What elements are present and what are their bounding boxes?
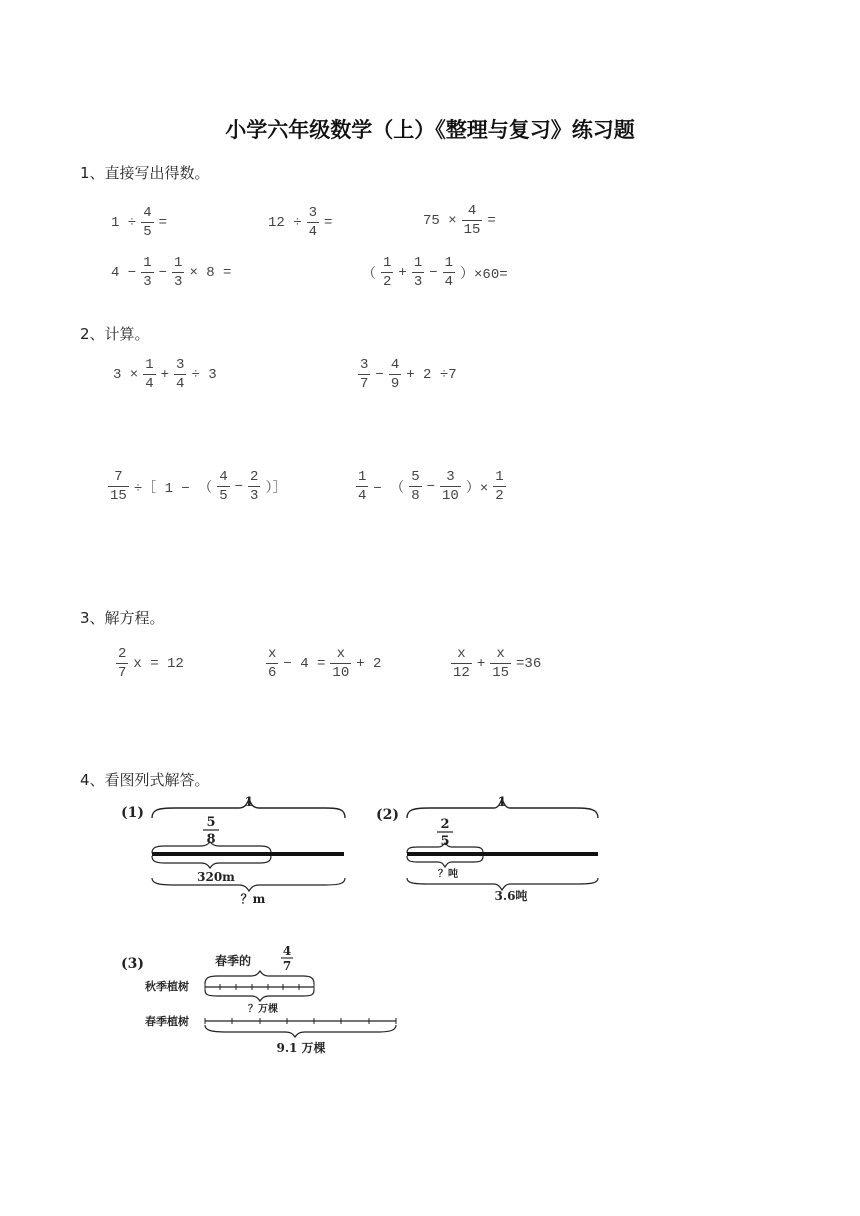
diagram-3-row2-label: 春季植树 xyxy=(145,1015,189,1028)
diagram-1-frac-num: 5 xyxy=(206,815,216,830)
q2-d-fraction-1: $\frac{1}{4}$ xyxy=(358,469,367,504)
q2-d-mid: − （ xyxy=(373,480,405,497)
diagram-1-label: (1) xyxy=(121,805,144,821)
q3-c-op: + xyxy=(476,655,486,672)
q1-e-fraction-1: $\frac{1}{2}$ xyxy=(383,255,392,290)
q1-c xyxy=(423,203,496,238)
q1-d-pre: 4 − xyxy=(111,264,137,281)
q1-a-post: = xyxy=(158,214,168,231)
section-3-heading: 3、解方程。 xyxy=(80,609,165,627)
q1-e-open: （ xyxy=(362,266,376,283)
q3-b-mid: − 4 = xyxy=(283,655,326,672)
q2-a xyxy=(113,357,217,392)
q2-c-op: − xyxy=(234,478,244,495)
diagram-1-total-brace xyxy=(152,878,345,891)
diagram-2-label: (2) xyxy=(376,807,399,823)
q2-d xyxy=(353,469,509,504)
q1-b-pre: 12 ÷ xyxy=(268,214,302,231)
diagram-1-frac-den: 8 xyxy=(206,832,216,847)
q1-c-post: = xyxy=(487,212,496,229)
diagram-3-top-brace xyxy=(205,971,314,984)
q2-d-fraction-2: $\frac{5}{8}$ xyxy=(411,469,420,504)
q2-a-fraction-1: $\frac{1}{4}$ xyxy=(145,357,154,392)
q1-c-fraction: $\frac{4}{15}$ xyxy=(463,203,481,238)
q2-b-op: − xyxy=(375,366,384,383)
q1-d-fraction-1: $\frac{1}{3}$ xyxy=(143,255,152,290)
diagram-3-frac-den: 7 xyxy=(282,959,292,973)
diagram-2-total-label: 3.6吨 xyxy=(494,889,528,903)
q1-e-fraction-2: $\frac{1}{3}$ xyxy=(413,255,423,290)
diagram-2-frac-num: 2 xyxy=(440,817,450,832)
diagram-2-part-label: ？吨 xyxy=(438,869,458,880)
q2-d-op: − xyxy=(426,478,436,495)
q1-b-post: = xyxy=(324,214,333,231)
q1-d-post: × 8 = xyxy=(189,264,232,281)
q2-c-post: ）］ xyxy=(265,480,287,497)
diagram-3-part-label: ？万棵 xyxy=(248,1004,278,1015)
q2-c-fraction-2: $\frac{4}{5}$ xyxy=(219,469,228,504)
diagram-3-part-brace xyxy=(205,990,314,1001)
section-2-heading: 2、计算。 xyxy=(80,325,150,343)
diagram-3-top-text: 春季的 xyxy=(214,954,252,968)
diagram-1-part-brace xyxy=(152,856,271,868)
q3-c-fraction-2: $\frac{x}{15}$ xyxy=(492,646,510,681)
q1-a-fraction: $\frac{4}{5}$ xyxy=(143,205,152,240)
section-4-heading: 4、看图列式解答。 xyxy=(80,771,210,789)
q1-e-op2: − xyxy=(429,264,438,281)
diagram-1-top-label: 1 xyxy=(244,795,254,810)
diagram-1-total-label: ？m xyxy=(240,892,266,905)
q3-c-fraction-1: $\frac{x}{12}$ xyxy=(453,646,470,681)
page-title: 小学六年级数学（上）《整理与复习》练习题 xyxy=(225,117,635,142)
q3-a xyxy=(113,646,184,681)
q1-e-op1: + xyxy=(398,264,407,281)
diagram-3-row1-label: 秋季植树 xyxy=(145,980,189,993)
q2-c xyxy=(105,469,286,504)
q2-b xyxy=(355,357,457,392)
q2-c-fraction-1: $\frac{7}{15}$ xyxy=(110,469,127,504)
q1-d-fraction-2: $\frac{1}{3}$ xyxy=(174,255,183,290)
q1-a-pre: 1 ÷ xyxy=(111,214,137,231)
q2-b-fraction-2: $\frac{4}{9}$ xyxy=(390,357,400,392)
diagram-2-part-brace xyxy=(407,856,483,867)
q3-a-post: x = 12 xyxy=(133,655,184,672)
q2-b-fraction-1: $\frac{3}{7}$ xyxy=(360,357,369,392)
diagram-1 xyxy=(115,790,360,905)
q1-d xyxy=(111,255,231,290)
q3-b-post: + 2 xyxy=(356,655,382,672)
diagram-2-frac-den: 5 xyxy=(440,834,450,849)
q2-b-post: + 2 ÷7 xyxy=(406,366,457,383)
q2-a-pre: 3 × xyxy=(113,366,139,383)
q3-b-fraction-1: $\frac{x}{6}$ xyxy=(268,646,277,681)
diagram-2 xyxy=(370,790,605,905)
diagram-1-part-label: 320m xyxy=(197,870,235,884)
q1-b xyxy=(268,205,332,240)
q2-a-fraction-2: $\frac{3}{4}$ xyxy=(176,357,185,392)
q2-d-post: ）× xyxy=(465,480,489,497)
q2-d-fraction-3: $\frac{3}{10}$ xyxy=(442,469,459,504)
diagram-1-part-brace-top xyxy=(152,842,271,853)
q1-b-fraction: $\frac{3}{4}$ xyxy=(308,205,318,240)
q1-d-op: − xyxy=(158,264,168,281)
diagram-3 xyxy=(115,940,405,1060)
q2-c-fraction-3: $\frac{2}{3}$ xyxy=(250,469,259,504)
q2-a-op: + xyxy=(160,366,170,383)
diagram-3-total-brace xyxy=(205,1025,396,1037)
q2-a-post: ÷ 3 xyxy=(191,366,217,383)
diagram-2-top-label: 1 xyxy=(497,795,507,810)
diagram-3-label: (3) xyxy=(121,956,144,972)
diagram-3-frac-num: 4 xyxy=(282,944,292,958)
q1-e xyxy=(362,255,508,290)
q2-c-mid: ÷［ 1 − （ xyxy=(133,480,213,497)
q1-e-fraction-3: $\frac{1}{4}$ xyxy=(444,255,454,290)
section-1-heading: 1、直接写出得数。 xyxy=(80,164,210,182)
diagram-3-total-label: 9.1 万棵 xyxy=(276,1041,326,1055)
q3-c xyxy=(448,646,541,681)
q3-b-fraction-2: $\frac{x}{10}$ xyxy=(332,646,350,681)
q1-c-pre: 75 × xyxy=(423,212,457,229)
q3-b xyxy=(263,646,381,681)
q2-d-fraction-4: $\frac{1}{2}$ xyxy=(495,469,504,504)
q1-a xyxy=(111,205,167,240)
q3-c-post: =36 xyxy=(516,655,542,672)
q3-a-fraction: $\frac{2}{7}$ xyxy=(118,646,127,681)
q1-e-post: ）×60= xyxy=(460,266,508,283)
